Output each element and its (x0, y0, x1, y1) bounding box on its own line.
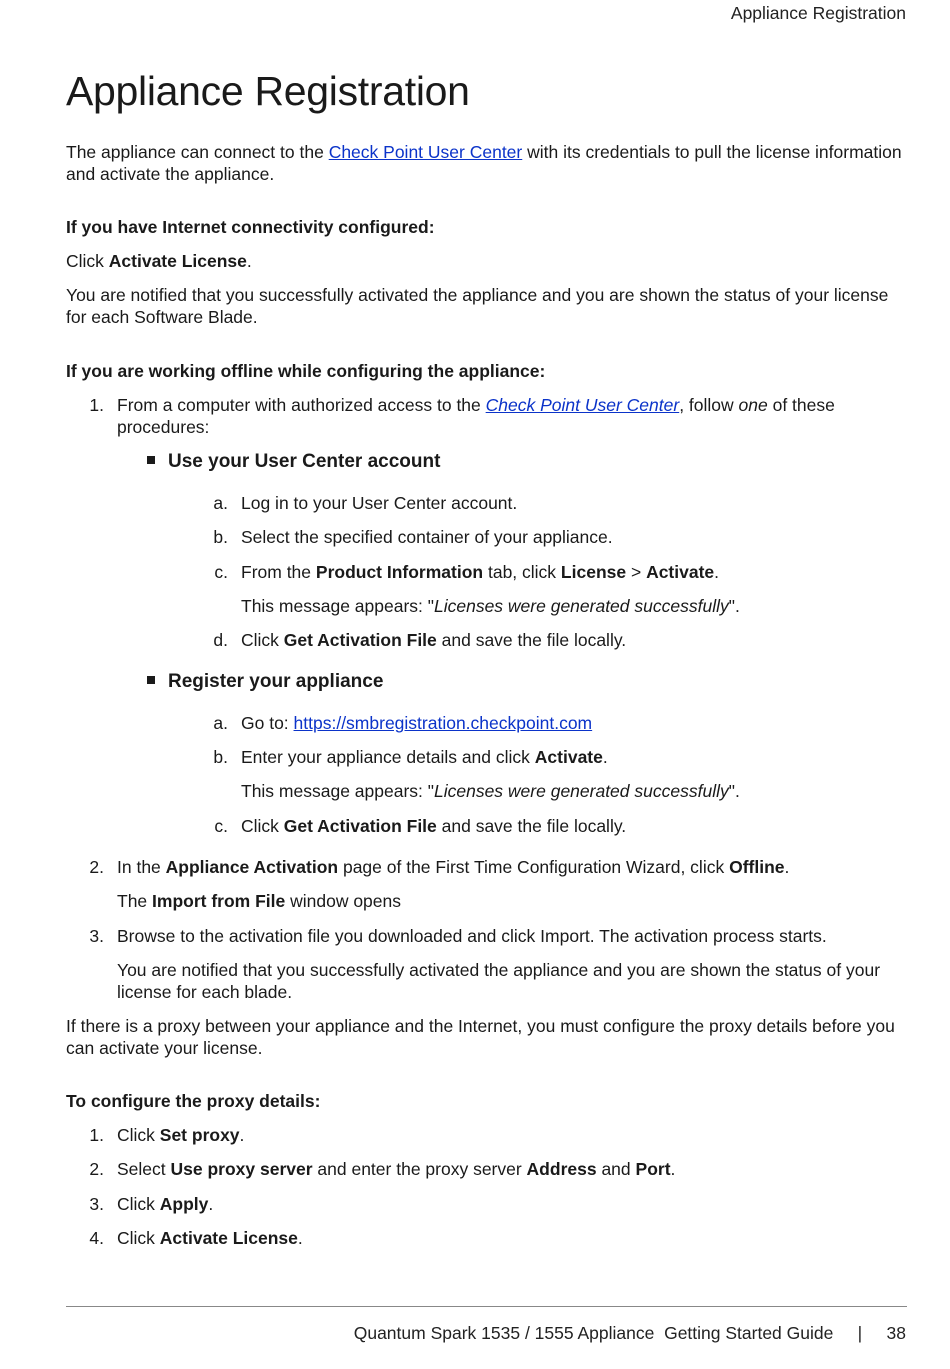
user-center-link-italic[interactable]: Check Point User Center (485, 395, 680, 415)
bold-term: Activate (646, 562, 715, 582)
text: From the (241, 562, 316, 582)
guide-title: Quantum Spark 1535 / 1555 Appliance Getting Started Guide (353, 1323, 834, 1343)
bold-term: Offline (729, 857, 785, 877)
sub-step-c-message (241, 595, 740, 617)
text: Enter your appliance details and click (241, 747, 535, 767)
sub-step-letter: c. (214, 562, 228, 582)
text: . (208, 1194, 214, 1214)
bold-term: Activate License (159, 1228, 298, 1248)
proxy-step-4 (117, 1227, 303, 1249)
sub-step-b-message (241, 780, 740, 802)
text: This message appears: " (241, 596, 434, 616)
sub-step-letter: b. (213, 747, 228, 767)
sub-step-d (241, 629, 626, 651)
bold-term: Product Information (315, 562, 484, 582)
text: ". (728, 781, 740, 801)
text: and save the file locally. (436, 630, 627, 650)
online-notify-paragraph (66, 284, 912, 328)
text: of these (767, 395, 835, 415)
proxy-note-paragraph (66, 1015, 912, 1059)
step-number: 4. (89, 1228, 104, 1248)
proxy-step-2 (117, 1158, 675, 1180)
footer-divider (66, 1306, 907, 1307)
step-number: 2. (89, 1159, 104, 1179)
proxy-heading: To configure the proxy details: (66, 1091, 321, 1111)
bold-term: Get Activation File (283, 630, 437, 650)
text: can activate your license. (66, 1038, 263, 1058)
step-number: 3. (89, 926, 104, 946)
activate-license-label: Activate License (108, 251, 247, 271)
proxy-step-1 (117, 1124, 244, 1146)
text: license for each blade. (117, 982, 293, 1002)
text: , follow (679, 395, 739, 415)
sub-step-b: Select the specified container of your appliance. (241, 527, 613, 547)
square-bullet-icon (147, 456, 155, 464)
offline-step-3-note (117, 959, 907, 1003)
text: ". (728, 596, 740, 616)
text: for each Software Blade. (66, 307, 258, 327)
bold-term: Apply (159, 1194, 209, 1214)
sub-step-c (241, 561, 719, 583)
intro-paragraph (66, 141, 912, 185)
user-center-link[interactable]: Check Point User Center (328, 142, 523, 162)
text: The (117, 891, 153, 911)
text: and enter the proxy server (312, 1159, 527, 1179)
bold-term: Appliance Activation (165, 857, 339, 877)
text: > (626, 562, 647, 582)
text: Click (241, 630, 284, 650)
text: Select (117, 1159, 171, 1179)
proxy-step-3 (117, 1193, 213, 1215)
sub-step-a (241, 712, 592, 734)
text: . (714, 562, 720, 582)
text: You are notified that you successfully activated the appliance and you are shown the status of your (117, 960, 881, 980)
text: Click (241, 816, 284, 836)
step-number: 3. (89, 1194, 104, 1214)
text: and (596, 1159, 636, 1179)
bold-term: Address (526, 1159, 597, 1179)
text: . (246, 251, 252, 271)
text: . (239, 1125, 245, 1145)
sub-step-letter: b. (213, 527, 228, 547)
page-number: 38 (886, 1323, 906, 1343)
option-register-title: Register your appliance (168, 671, 384, 692)
registration-url-link[interactable]: https://smbregistration.checkpoint.com (293, 713, 593, 733)
text: . (602, 747, 608, 767)
offline-step-2 (117, 856, 789, 878)
sub-step-letter: a. (213, 493, 228, 513)
page-footer (354, 1323, 906, 1344)
text: . (670, 1159, 676, 1179)
sub-step-b (241, 746, 608, 768)
text: . (784, 857, 790, 877)
square-bullet-icon (147, 676, 155, 684)
text: This message appears: " (241, 781, 434, 801)
running-header: Appliance Registration (730, 3, 906, 23)
intro-text-line2: and activate the appliance. (66, 164, 275, 184)
bold-term: Import from File (152, 891, 286, 911)
offline-heading: If you are working offline while configuring the appliance: (66, 361, 546, 381)
message-text: Licenses were generated successfully (433, 781, 729, 801)
bold-term: Use proxy server (170, 1159, 313, 1179)
page-title: Appliance Registration (66, 68, 470, 114)
sub-step-letter: a. (213, 713, 228, 733)
sub-step-letter: c. (214, 816, 228, 836)
emphasis: one (738, 395, 768, 415)
text: Click (117, 1125, 160, 1145)
online-heading: If you have Internet connectivity configured: (66, 217, 435, 237)
text: Click (117, 1194, 160, 1214)
text: In the (117, 857, 166, 877)
footer-separator: | (857, 1323, 863, 1343)
offline-step-1 (117, 394, 907, 438)
text: and save the file locally. (436, 816, 627, 836)
text: procedures: (117, 417, 210, 437)
sub-step-letter: d. (213, 630, 228, 650)
text: Click (117, 1228, 160, 1248)
offline-step-3: Browse to the activation file you downloaded and click Import. The activation process starts. (117, 926, 827, 946)
text: From a computer with authorized access to the (117, 395, 486, 415)
intro-text-cont: with its credentials to pull the license information (522, 142, 902, 162)
sub-step-a: Log in to your User Center account. (241, 493, 518, 513)
text: window opens (285, 891, 402, 911)
message-text: Licenses were generated successfully (433, 596, 729, 616)
bold-term: Get Activation File (283, 816, 437, 836)
bold-term: Port (635, 1159, 671, 1179)
offline-step-2-note (117, 890, 401, 912)
text: If there is a proxy between your appliance and the Internet, you must configure the proxy details before you (66, 1016, 895, 1036)
step-number: 2. (89, 857, 104, 877)
intro-text: The appliance can connect to the (66, 142, 329, 162)
bold-term: Set proxy (159, 1125, 240, 1145)
text: tab, click (483, 562, 561, 582)
step-number: 1. (89, 395, 104, 415)
sub-step-c (241, 815, 626, 837)
text: Click (66, 251, 109, 271)
bold-term: License (560, 562, 627, 582)
step-number: 1. (89, 1125, 104, 1145)
bold-term: Activate (534, 747, 603, 767)
text: You are notified that you successfully activated the appliance and you are shown the status of your license (66, 285, 889, 305)
option-user-center-title: Use your User Center account (168, 451, 441, 472)
text: . (297, 1228, 303, 1248)
text: Go to: (241, 713, 294, 733)
text: page of the First Time Configuration Wizard, click (338, 857, 730, 877)
online-click-instruction (66, 250, 912, 272)
